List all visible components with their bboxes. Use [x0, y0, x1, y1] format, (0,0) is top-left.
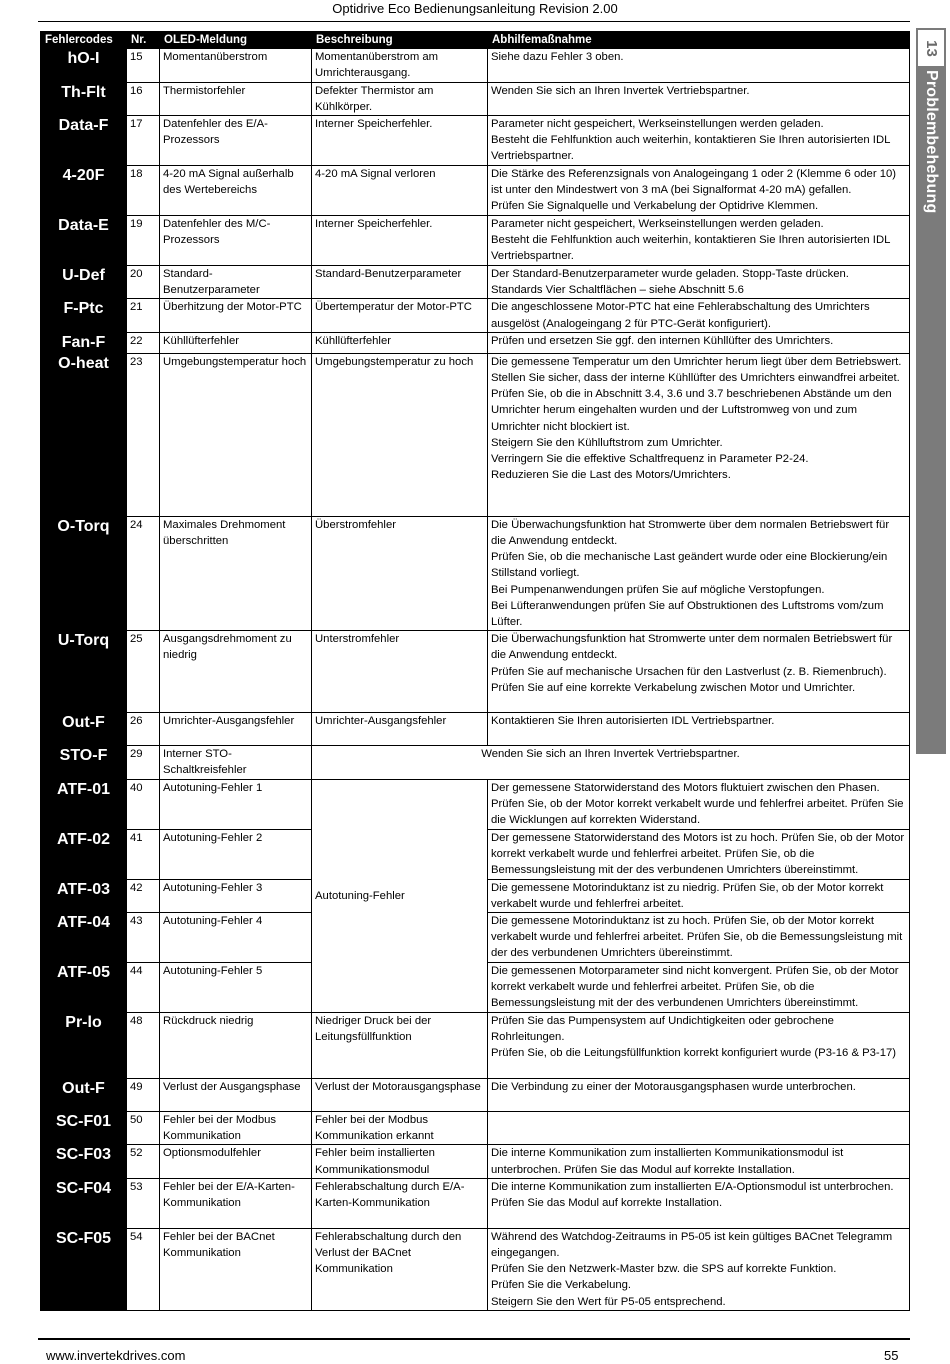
fault-code: U-Torq: [41, 631, 127, 713]
remedy-line: Die gemessene Motorinduktanz ist zu hoch. Prüfen Sie, ob der Motor korrekt verkabelt wurde und fehlerfrei arbeitet. Prüfen Sie, ob die Bemessungsleistung mit der des verbundenen Umrichters übereinstimmt.: [491, 915, 903, 960]
fault-number: 48: [127, 1013, 160, 1079]
description: Momentanüberstrom am Umrichterausgang.: [312, 49, 488, 82]
fault-code: ATF-04: [41, 913, 127, 963]
table-row: [41, 713, 910, 746]
remedy-line: Die interne Kommunikation zum installierten E/A-Optionsmodul ist unterbrochen.: [491, 1180, 894, 1193]
page-header: Optidrive Eco Bedienungsanleitung Revision 2.00: [332, 1, 618, 16]
table-row: [41, 1013, 910, 1079]
oled-message: Fehler bei der E/A-Karten-Kommunikation: [160, 1178, 312, 1228]
remedy-line: Prüfen Sie auf mechanische Ursachen für den Lastverlust (z. B. Riemenbruch).: [491, 665, 887, 678]
table-row: [41, 266, 910, 299]
description: 4-20 mA Signal verloren: [312, 166, 488, 216]
fault-code: Data-F: [41, 116, 127, 166]
remedy-line: Besteht die Fehlfunktion auch weiterhin, kontaktieren Sie Ihren autorisierten IDL Vertriebspartner.: [491, 134, 890, 163]
column-header: Beschreibung: [312, 32, 488, 49]
fault-code: SC-F03: [41, 1145, 127, 1178]
remedy-line: Prüfen und ersetzen Sie ggf. den internen Kühllüfter des Umrichters.: [491, 334, 834, 347]
fault-code: hO-I: [41, 49, 127, 82]
oled-message: Fehler bei der Modbus Kommunikation: [160, 1112, 312, 1145]
oled-message: 4-20 mA Signal außerhalb des Wertebereichs: [160, 166, 312, 216]
remedy-line: Stellen Sie sicher, dass der interne Kühllüfter des Umrichters einwandfrei arbeitet.: [491, 372, 900, 385]
remedy-cell: [488, 332, 910, 353]
fault-number: 22: [127, 332, 160, 353]
remedy-cell: [488, 82, 910, 115]
remedy-line: Prüfen Sie, ob die Leitungsfüllfunktion korrekt konfiguriert wurde (P3-16 & P3-17): [491, 1047, 897, 1060]
oled-message: Rückdruck niedrig: [160, 1013, 312, 1079]
table-row: [41, 631, 910, 713]
header-rule: [38, 21, 910, 22]
fault-code: Data-E: [41, 216, 127, 266]
fault-code: F-Ptc: [41, 299, 127, 332]
remedy-cell: [488, 779, 910, 829]
remedy-cell: [488, 631, 910, 713]
table-row: [41, 779, 910, 829]
description: Defekter Thermistor am Kühlkörper.: [312, 82, 488, 115]
fault-number: 17: [127, 116, 160, 166]
remedy-line: Steigern Sie den Kühlluftstrom zum Umrichter.: [491, 436, 723, 449]
description: Überstromfehler: [312, 516, 488, 630]
remedy-line: Kontaktieren Sie Ihren autorisierten IDL Vertriebspartner.: [491, 715, 775, 728]
footer-rule: [38, 1338, 910, 1340]
remedy-cell: [488, 1079, 910, 1112]
description: Fehlerabschaltung durch den Verlust der BACnet Kommunikation: [312, 1228, 488, 1310]
fault-number: 24: [127, 516, 160, 630]
remedy-cell: [488, 49, 910, 82]
fault-code-table: [40, 31, 910, 1311]
fault-code: Out-F: [41, 1079, 127, 1112]
remedy-line: Prüfen Sie, ob die mechanische Last geändert wurde oder eine Blockierung/ein Stillstand vorliegt.: [491, 551, 888, 580]
remedy-line: Parameter nicht gespeichert, Werkseinstellungen werden geladen.: [491, 218, 824, 231]
oled-message: Verlust der Ausgangsphase: [160, 1079, 312, 1112]
oled-message: Datenfehler des E/A-Prozessors: [160, 116, 312, 166]
chapter-number-box: [918, 30, 944, 66]
table-row: [41, 1178, 910, 1228]
remedy-cell: [488, 266, 910, 299]
fault-number: 53: [127, 1178, 160, 1228]
oled-message: Maximales Drehmoment überschritten: [160, 516, 312, 630]
remedy-cell: [488, 1228, 910, 1310]
remedy-line: Prüfen Sie die Verkabelung.: [491, 1279, 632, 1292]
fault-number: 54: [127, 1228, 160, 1310]
oled-message: Autotuning-Fehler 5: [160, 963, 312, 1013]
fault-number: 42: [127, 879, 160, 912]
fault-number: 26: [127, 713, 160, 746]
table-row: [41, 353, 910, 516]
remedy-cell: [488, 879, 910, 912]
oled-message: Autotuning-Fehler 3: [160, 879, 312, 912]
description: Fehler beim installierten Kommunikationsmodul: [312, 1145, 488, 1178]
remedy-line: Besteht die Fehlfunktion auch weiterhin, kontaktieren Sie Ihren autorisierten IDL Vertriebspartner.: [491, 234, 890, 263]
fault-number: 19: [127, 216, 160, 266]
column-header: OLED-Meldung: [160, 32, 312, 49]
remedy-line: Wenden Sie sich an Ihren Invertek Vertriebspartner.: [481, 748, 740, 761]
column-header: Nr.: [127, 32, 160, 49]
fault-code: O-heat: [41, 353, 127, 516]
description: Standard-Benutzerparameter: [312, 266, 488, 299]
remedy-line: Die gemessene Temperatur um den Umrichter herum liegt über dem Betriebswert.: [491, 355, 902, 368]
table-header-row: [41, 32, 910, 49]
fault-code: ATF-03: [41, 879, 127, 912]
table-row: [41, 1145, 910, 1178]
description: Unterstromfehler: [312, 631, 488, 713]
remedy-line: Prüfen Sie das Pumpensystem auf Undichtigkeiten oder gebrochene Rohrleitungen.: [491, 1015, 834, 1044]
oled-message: Thermistorfehler: [160, 82, 312, 115]
description: Umgebungstemperatur zu hoch: [312, 353, 488, 516]
fault-code: SC-F05: [41, 1228, 127, 1310]
remedy-line: Die Überwachungsfunktion hat Stromwerte über dem normalen Betriebswert für die Anwendung entdeckt.: [491, 518, 890, 548]
fault-number: 16: [127, 82, 160, 115]
description: Fehler bei der Modbus Kommunikation erkannt: [312, 1112, 488, 1145]
fault-code: Out-F: [41, 713, 127, 746]
remedy-line: Parameter nicht gespeichert, Werkseinstellungen werden geladen.: [491, 118, 824, 131]
remedy-line: Prüfen Sie das Modul auf korrekte Installation.: [491, 1197, 723, 1210]
remedy-cell: [488, 829, 910, 879]
description: Umrichter-Ausgangsfehler: [312, 713, 488, 746]
table-row: [41, 216, 910, 266]
chapter-number: 13: [922, 39, 940, 57]
remedy-line: Prüfen Sie Signalquelle und Verkabelung der Optidrive Klemmen.: [491, 200, 819, 213]
remedy-cell: [488, 913, 910, 963]
fault-code: SC-F04: [41, 1178, 127, 1228]
fault-number: 25: [127, 631, 160, 713]
table-row: [41, 1228, 910, 1310]
remedy-cell: [488, 166, 910, 216]
chapter-side-tab: [916, 28, 946, 754]
remedy-cell: [488, 963, 910, 1013]
remedy-line: Die Stärke des Referenzsignals von Analogeingang 1 oder 2 (Klemme 6 oder 10) ist unter den Mindestwert von 3 mA (bei Signalformat 4-20 mA) gefallen.: [491, 168, 897, 197]
oled-message: Autotuning-Fehler 2: [160, 829, 312, 879]
fault-number: 44: [127, 963, 160, 1013]
table-row: [41, 516, 910, 630]
remedy-line: Prüfen Sie auf eine korrekte Verkabelung zwischen Motor und Umrichter.: [491, 681, 856, 694]
table-row: [41, 1079, 910, 1112]
description: Autotuning-Fehler: [312, 779, 488, 1012]
oled-message: Autotuning-Fehler 1: [160, 779, 312, 829]
remedy-cell: [488, 1013, 910, 1079]
fault-code: ATF-01: [41, 779, 127, 829]
fault-code: 4-20F: [41, 166, 127, 216]
description: Verlust der Motorausgangsphase: [312, 1079, 488, 1112]
fault-number: 20: [127, 266, 160, 299]
remedy-line: Reduzieren Sie die Last des Motors/Umrichters.: [491, 469, 731, 482]
oled-message: Datenfehler des M/C-Prozessors: [160, 216, 312, 266]
remedy-line: Die gemessene Motorinduktanz ist zu niedrig. Prüfen Sie, ob der Motor korrekt verkabelt wurde und fehlerfrei arbeitet.: [491, 881, 884, 910]
page-number: 55: [884, 1348, 899, 1363]
remedy-line: Der gemessene Statorwiderstand des Motors ist zu hoch. Prüfen Sie, ob der Motor korrekt verkabelt wurde und fehlerfrei arbeitet. Prüfen Sie, ob die Bemessungsleistung mit der des verbundenen Umrichters übereinstimmt.: [491, 831, 905, 877]
fault-number: 40: [127, 779, 160, 829]
oled-message: Interner STO-Schaltkreisfehler: [160, 746, 312, 779]
table-row: [41, 746, 910, 779]
remedy-line: Der gemessene Statorwiderstand des Motors fluktuiert zwischen den Phasen. Prüfen Sie, ob der Motor korrekt verkabelt wurde und fehlerfrei arbeitet. Prüfen Sie die Wicklungen auf korrekten Widerstand.: [491, 781, 904, 827]
description: Interner Speicherfehler.: [312, 116, 488, 166]
description: Interner Speicherfehler.: [312, 216, 488, 266]
column-header: Abhilfemaßnahme: [488, 32, 910, 49]
table-row: [41, 116, 910, 166]
remedy-cell: [488, 713, 910, 746]
remedy-line: Bei Pumpenanwendungen prüfen Sie auf mögliche Verstopfungen.: [491, 583, 825, 596]
fault-number: 50: [127, 1112, 160, 1145]
remedy-line: Die Verbindung zu einer der Motorausgangsphasen wurde unterbrochen.: [491, 1081, 856, 1094]
description: Kühllüfterfehler: [312, 332, 488, 353]
fault-number: 49: [127, 1079, 160, 1112]
remedy-line: Verringern Sie die effektive Schaltfrequenz in Parameter P2-24.: [491, 453, 809, 466]
remedy-cell: [488, 353, 910, 516]
fault-number: 18: [127, 166, 160, 216]
table-row: [41, 82, 910, 115]
oled-message: Fehler bei der BACnet Kommunikation: [160, 1228, 312, 1310]
remedy-line: Während des Watchdog-Zeitraums in P5-05 ist kein gültiges BACnet Telegramm eingegangen.: [491, 1230, 893, 1260]
oled-message: Überhitzung der Motor-PTC: [160, 299, 312, 332]
table-row: [41, 1112, 910, 1145]
fault-code: Fan-F: [41, 332, 127, 353]
remedy-line: Standards Vier Schaltflächen – siehe Abschnitt 5.6: [491, 284, 744, 297]
fault-number: 21: [127, 299, 160, 332]
table-row: [41, 332, 910, 353]
remedy-line: Die Überwachungsfunktion hat Stromwerte unter dem normalen Betriebswert für die Anwendung entdeckt.: [491, 633, 893, 662]
fault-code: U-Def: [41, 266, 127, 299]
description: Übertemperatur der Motor-PTC: [312, 299, 488, 332]
column-header: Fehlercodes: [41, 32, 127, 49]
oled-message: Standard-Benutzerparameter: [160, 266, 312, 299]
remedy-line: Siehe dazu Fehler 3 oben.: [491, 51, 624, 64]
remedy-cell: [488, 116, 910, 166]
oled-message: Momentanüberstrom: [160, 49, 312, 82]
fault-number: 43: [127, 913, 160, 963]
oled-message: Umrichter-Ausgangsfehler: [160, 713, 312, 746]
fault-number: 41: [127, 829, 160, 879]
remedy-line: Die interne Kommunikation zum installierten Kommunikationsmodul ist unterbrochen. Prüfen Sie das Modul auf korrekte Installation.: [491, 1147, 844, 1176]
remedy-line: Die gemessenen Motorparameter sind nicht konvergent. Prüfen Sie, ob der Motor korrekt verkabelt wurde und fehlerfrei arbeitet. Prüfen Sie, ob die Bemessungsleistung mit der des verbundenen Umrichters übereinstimmt.: [491, 965, 899, 1010]
table-row: [41, 49, 910, 82]
remedy-line: Der Standard-Benutzerparameter wurde geladen. Stopp-Taste drücken.: [491, 268, 849, 281]
remedy-cell: [488, 1112, 910, 1145]
remedy-line: Prüfen Sie, ob die in Abschnitt 3.4, 3.6 und 3.7 beschriebenen Abstände um den Umrichter herum eingehalten wurden und der Luftstromweg von und zum Umrichter nicht blockiert ist.: [491, 388, 892, 433]
table-row: [41, 166, 910, 216]
chapter-label-box: [916, 70, 946, 750]
remedy-line: Bei Lüfteranwendungen prüfen Sie auf Obstruktionen des Luftstroms vom/zum Lüfter.: [491, 599, 884, 629]
oled-message: Optionsmodulfehler: [160, 1145, 312, 1178]
remedy-line: Steigern Sie den Wert für P5-05 entsprechend.: [491, 1295, 726, 1308]
table-row: [41, 299, 910, 332]
fault-number: 52: [127, 1145, 160, 1178]
description: Niedriger Druck bei der Leitungsfüllfunktion: [312, 1013, 488, 1079]
fault-number: 29: [127, 746, 160, 779]
chapter-label: Problembehebung: [923, 70, 940, 214]
description: Fehlerabschaltung durch E/A-Karten-Kommunikation: [312, 1178, 488, 1228]
remedy-cell: [488, 299, 910, 332]
fault-code: Pr-lo: [41, 1013, 127, 1079]
fault-code: ATF-05: [41, 963, 127, 1013]
fault-code: O-Torq: [41, 516, 127, 630]
remedy-cell: [488, 216, 910, 266]
oled-message: Ausgangsdrehmoment zu niedrig: [160, 631, 312, 713]
remedy-line: Die angeschlossene Motor-PTC hat eine Fehlerabschaltung des Umrichters ausgelöst (Analogeingang 2 für PTC-Gerät konfiguriert).: [491, 301, 870, 330]
fault-code: ATF-02: [41, 829, 127, 879]
remedy-cell: [488, 1178, 910, 1228]
remedy-cell: [488, 1145, 910, 1178]
fault-number: 15: [127, 49, 160, 82]
remedy-line: Wenden Sie sich an Ihren Invertek Vertriebspartner.: [491, 84, 750, 97]
remedy-cell-merged: [312, 746, 910, 779]
fault-code: STO-F: [41, 746, 127, 779]
fault-number: 23: [127, 353, 160, 516]
remedy-line: Prüfen Sie den Netzwerk-Master bzw. die SPS auf korrekte Funktion.: [491, 1263, 837, 1276]
oled-message: Umgebungstemperatur hoch: [160, 353, 312, 516]
oled-message: Kühllüfterfehler: [160, 332, 312, 353]
oled-message: Autotuning-Fehler 4: [160, 913, 312, 963]
remedy-cell: [488, 516, 910, 630]
footer-url: www.invertekdrives.com: [46, 1348, 186, 1362]
fault-code: Th-Flt: [41, 82, 127, 115]
fault-code: SC-F01: [41, 1112, 127, 1145]
